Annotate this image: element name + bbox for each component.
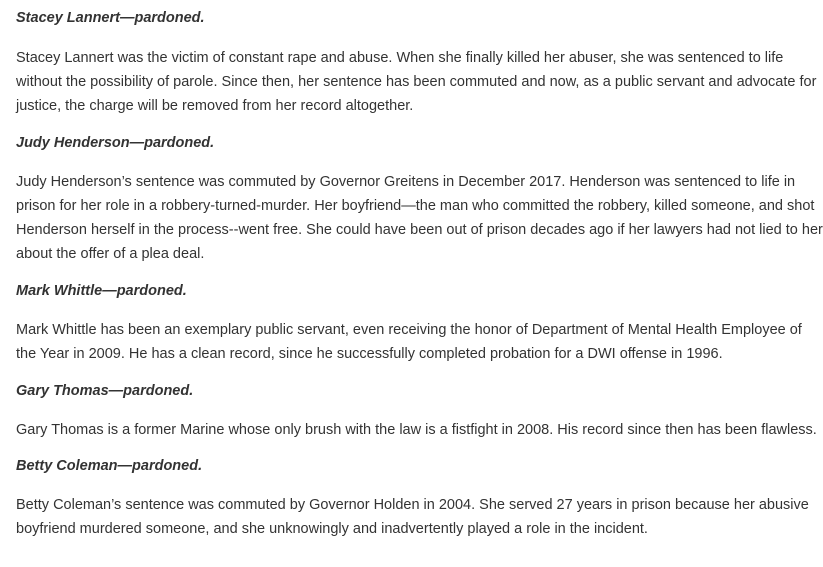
entry-heading: Judy Henderson—pardoned. [16, 135, 215, 151]
paragraph-line: justice, the charge will be removed from her record altogether. [16, 98, 414, 114]
paragraph-line: Betty Coleman’s sentence was commuted by Governor Holden in 2004. She served 27 years in prison because her abusive [16, 497, 809, 513]
paragraph-line: Judy Henderson’s sentence was commuted by Governor Greitens in December 2017. Henderson was sentenced to life in [16, 174, 796, 190]
paragraph-line: Stacey Lannert was the victim of constant rape and abuse. When she finally killed her abuser, she was sentenced to life [16, 50, 784, 66]
paragraph-line: about the offer of a plea deal. [16, 246, 205, 262]
paragraph-line: Gary Thomas is a former Marine whose only brush with the law is a fistfight in 2008. His record since then has been flawless. [16, 422, 817, 438]
paragraph-line: prison for her role in a robbery-turned-murder. Her boyfriend—the man who committed the robbery, killed someone, and shot [16, 198, 815, 214]
entry-heading: Betty Coleman—pardoned. [16, 458, 203, 474]
entry-paragraph [16, 493, 816, 541]
paragraph-line: the Year in 2009. He has a clean record, since he successfully completed probation for a DWI offense in 1996. [16, 346, 723, 362]
entry-heading: Stacey Lannert—pardoned. [16, 10, 205, 26]
paragraph-line: Mark Whittle has been an exemplary public servant, even receiving the honor of Department of Mental Health Employee of [16, 322, 802, 338]
entry-heading: Mark Whittle—pardoned. [16, 283, 187, 299]
entry-paragraph [16, 318, 816, 366]
paragraph-line: boyfriend murdered someone, and she unknowingly and inadvertently played a role in the incident. [16, 521, 648, 537]
entry-paragraph [16, 46, 816, 118]
paragraph-line: Henderson herself in the process--went free. She could have been out of prison decades ago if her lawyers had not lied to her [16, 222, 823, 238]
entry-paragraph [16, 170, 823, 266]
entry-heading: Gary Thomas—pardoned. [16, 383, 194, 399]
paragraph-line: without the possibility of parole. Since then, her sentence has been commuted and now, as a public servant and advocate for [16, 74, 817, 90]
entry-paragraph [16, 418, 816, 442]
